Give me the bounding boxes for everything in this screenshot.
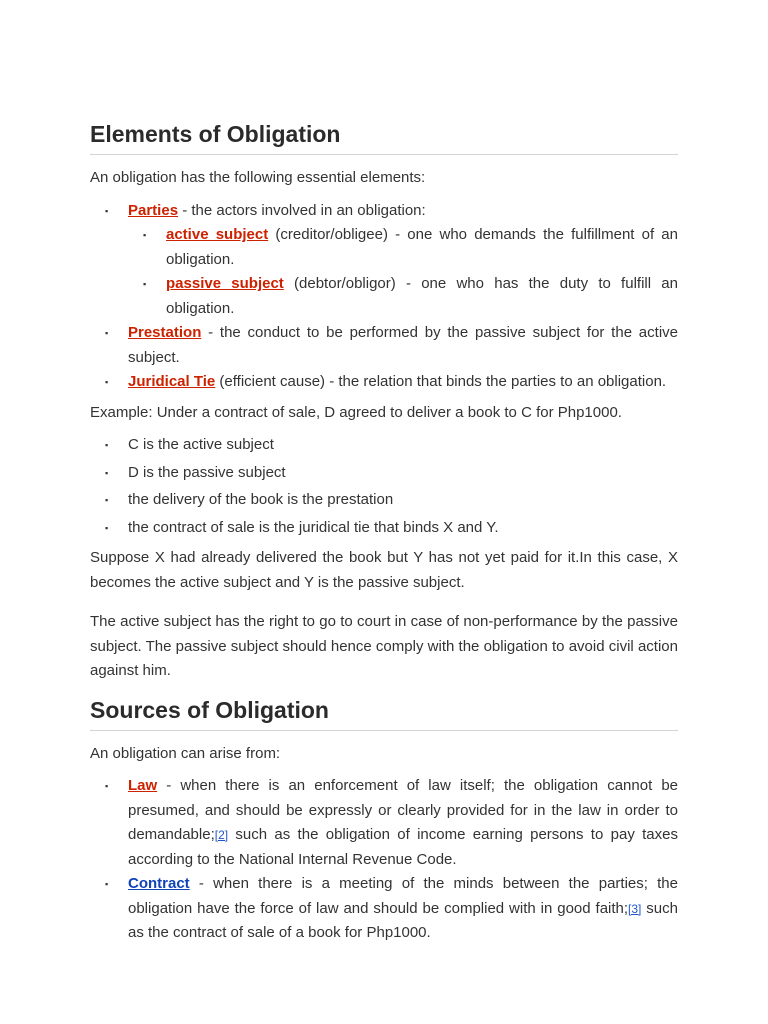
passive-subject-link[interactable]: passive subject bbox=[166, 275, 284, 292]
reference-link-2[interactable]: [2] bbox=[214, 828, 229, 842]
sources-intro: An obligation can arise from: bbox=[90, 744, 281, 762]
example-list bbox=[90, 433, 678, 540]
list-item-prestation bbox=[105, 321, 678, 370]
passive-subject-desc: (debtor/obligor) - one who has the duty to fulfill an obligation. bbox=[166, 275, 678, 317]
paragraph-active-passive: Suppose X had already delivered the book but Y has not yet paid for it.In this case, X becomes the active subject and Y is the passive subject. bbox=[90, 549, 678, 591]
active-subject-desc: (creditor/obligee) - one who demands the fulfillment of an obligation. bbox=[166, 226, 678, 268]
bullet-icon: ▪ bbox=[105, 377, 109, 387]
example-item bbox=[105, 516, 678, 541]
example-item-text: C is the active subject bbox=[128, 436, 274, 453]
list-item-parties bbox=[105, 199, 678, 322]
contract-desc: - when there is a meeting of the minds between the parties; the obligation have the force of law and should be complied with in good faith; bbox=[128, 875, 678, 917]
elements-intro: An obligation has the following essential elements: bbox=[90, 169, 426, 186]
law-link[interactable]: Law bbox=[128, 777, 158, 794]
list-item-passive-subject bbox=[143, 272, 678, 321]
example-item-text: the contract of sale is the juridical tie that binds X and Y. bbox=[128, 518, 499, 536]
list-item-law bbox=[105, 774, 678, 872]
example-item bbox=[105, 488, 678, 513]
bullet-icon: ▪ bbox=[105, 522, 109, 533]
section-heading-elements: Elements of Obligation bbox=[90, 118, 678, 155]
example-item bbox=[105, 461, 678, 486]
paragraph-court-action: The active subject has the right to go to court in case of non-performance by the passive subject. The passive subject should hence comply with the obligation to avoid civil action against him. bbox=[90, 613, 678, 679]
bullet-icon: ▪ bbox=[143, 230, 147, 240]
bullet-icon: ▪ bbox=[105, 440, 109, 450]
bullet-icon: ▪ bbox=[105, 879, 109, 889]
bullet-icon: ▪ bbox=[143, 279, 147, 289]
bullet-icon: ▪ bbox=[105, 205, 109, 216]
list-item-juridical-tie bbox=[105, 370, 678, 395]
parties-desc: - the actors involved in an obligation: bbox=[178, 201, 426, 219]
contract-link[interactable]: Contract bbox=[128, 875, 190, 892]
section-heading-sources: Sources of Obligation bbox=[90, 694, 678, 731]
elements-list bbox=[90, 199, 678, 395]
juridical-tie-desc: (efficient cause) - the relation that binds the parties to an obligation. bbox=[215, 373, 667, 390]
active-subject-link[interactable]: active subject bbox=[166, 226, 269, 243]
sources-list bbox=[90, 774, 678, 946]
reference-link-3[interactable]: [3] bbox=[628, 901, 642, 916]
juridical-tie-link[interactable]: Juridical Tie bbox=[128, 373, 216, 390]
list-item-active-subject bbox=[143, 223, 678, 272]
law-desc-cont: such as the obligation of income earning persons to pay taxes according to the National Internal Revenue Code. bbox=[128, 826, 678, 868]
prestation-link[interactable]: Prestation bbox=[128, 324, 202, 341]
law-desc: - when there is an enforcement of law itself; the obligation cannot be presumed, and should be expressly or clearly provided for in the law in order to demandable; bbox=[128, 777, 678, 843]
example-item bbox=[105, 433, 678, 458]
bullet-icon: ▪ bbox=[105, 467, 109, 478]
bullet-icon: ▪ bbox=[105, 495, 109, 505]
prestation-desc: - the conduct to be performed by the passive subject for the active subject. bbox=[128, 324, 678, 366]
parties-sublist bbox=[128, 223, 678, 321]
bullet-icon: ▪ bbox=[105, 781, 109, 791]
list-item-contract bbox=[105, 872, 678, 946]
article-body bbox=[90, 118, 678, 946]
example-item-text: the delivery of the book is the prestation bbox=[128, 491, 394, 508]
parties-link[interactable]: Parties bbox=[128, 201, 179, 219]
example-intro: Example: Under a contract of sale, D agreed to deliver a book to C for Php1000. bbox=[90, 403, 622, 421]
contract-desc-cont: such as the contract of sale of a book for Php1000. bbox=[128, 899, 678, 941]
example-item-text: D is the passive subject bbox=[128, 463, 286, 481]
bullet-icon: ▪ bbox=[105, 328, 109, 338]
